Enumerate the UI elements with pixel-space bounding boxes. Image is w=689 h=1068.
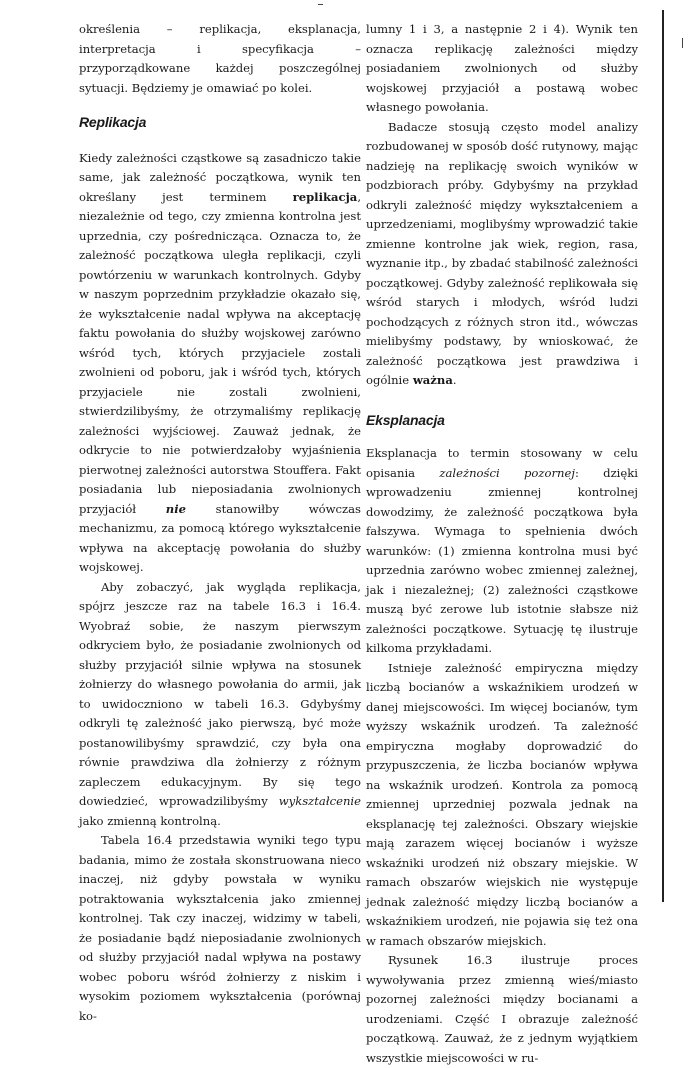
term-replication: replikacja (292, 189, 358, 204)
explanation-paragraph-1: Eksplanacja to termin stosowany w celu opisania zależności pozornej: dzięki wprowadzeniu zmiennej kontrolnej dowodzimy, że zależność początkowa była fałszywa. Wymaga to spełnienia dwóch warunków: (1) zmienna kontrolna musi być uprzednia zarówno wobec zmiennej zależnej, jak i niezależnej; (2) zależności cząstkowe muszą być zerowe lub istotnie słabsze niż zależności początkowe. Sytuację tę ilustruje kilkoma przykładami. (366, 446, 638, 655)
emphasis-nie: nie (165, 501, 186, 516)
top-mark (318, 4, 323, 5)
intro-paragraph: określenia – replikacja, eksplanacja, interpretacja i specyfikacja – przyporządkowane każdej poszczególnej sytuacji. Będziemy je omawiać po kolei. (79, 22, 361, 95)
replication-paragraph-4: lumny 1 i 3, a następnie 2 i 4). Wynik ten oznacza replikację zależności między posiadaniem zwolnionych od służby wojskowej przyjaciół a postawą wobec własnego powołania. (366, 22, 638, 114)
left-column (79, 20, 361, 1026)
replication-paragraph-5: Badacze stosują często model analizy rozbudowanej w sposób dość rutynowy, mając nadzieję na replikację swoich wyników w podzbiorach próby. Gdybyśmy na przykład odkryli zależność między wykształceniem a uprzedzeniami, moglibyśmy wprowadzić takie zmienne kontrolne jak wiek, region, rasa, wyznanie itp., by zbadać stabilność zależności początkowej. Gdyby zależność replikowała się wśród starych i młodych, wśród ludzi pochodzących z różnych stron itd., wówczas mielibyśmy podstawy, by wnioskować, że zależność początkowa jest prawdziwa i ogólnie ważna. (366, 119, 638, 387)
explanation-paragraph-3: Rysunek 16.3 ilustruje proces wywoływania przez zmienną wieś/miasto pozornej zależności między bocianami a urodzeniami. Część I obrazuje zależność początkową. Zauważ, że z jednym wyjątkiem wszystkie miejscowości w ru- (366, 953, 638, 1065)
right-column (366, 20, 638, 1068)
section-heading-explanation: Eksplanacja (366, 411, 445, 428)
term-spurious: zależności pozornej (439, 465, 575, 480)
explanation-paragraph-2: Istnieje zależność empiryczna między liczbą bocianów a wskaźnikiem urodzeń w danej miejscowości. Im więcej bocianów, tym wyższy wskaźnik urodzeń. Ta zależność empiryczna mogłaby doprowadzić do przypuszczenia, że liczba bocianów wpływa na wskaźnik urodzeń. Kontrola za pomocą zmiennej uprzedniej pozwala jednak na eksplanację tej zależności. Obszary wiejskie mają zarazem więcej bocianów i wyższe wskaźniki urodzeń niż obszary miejskie. W ramach obszarów wiejskich nie występuje jednak zależność między liczbą bocianów a wskaźnikiem urodzeń, nie pojawia się też ona w ramach obszarów miejskich. (366, 660, 638, 948)
replication-paragraph-1: Kiedy zależności cząstkowe są zasadniczo takie same, jak zależność początkowa, wynik ten określany jest terminem replikacja, niezależnie od tego, czy zmienna kontrolna jest uprzednia, czy pośrednicząca. Oznacza to, że zależność początkowa uległa replikacji, czyli powtórzeniu w warunkach kontrolnych. Gdyby w naszym poprzednim przykładzie okazało się, że wykształcenie nadal wpływa na akceptację faktu powołania do służby wojskowej zarówno wśród tych, których przyjaciele zostali zwolnieni od poboru, jak i wśród tych, których przyjaciele nie zostali zwolnieni, stwierdzilibyśmy, że otrzymaliśmy replikację zależności wyjściowej. Zauważ jednak, że odkrycie to nie potwierdzałoby wyjaśnienia pierwotnej zależności autorstwa Stouffera. Fakt posiadania lub nieposiadania zwolnionych przyjaciół nie stanowiłby wówczas mechanizmu, za pomocą którego wykształcenie wpływa na akceptację powołania do służby wojskowej. (79, 150, 361, 574)
replication-paragraph-3: Tabela 16.4 przedstawia wyniki tego typu badania, mimo że została skonstruowana nieco inaczej, niż gdyby powstała w wyniku potraktowania wykształcenia jako zmiennej kontrolnej. Tak czy inaczej, widzimy w tabeli, że posiadanie bądź nieposiadanie zwolnionych od służby przyjaciół nadal wpływa na postawy wobec poboru wśród żołnierzy z niskim i wysokim poziomem wykształcenia (porównaj ko- (79, 833, 361, 1023)
margin-tick (682, 38, 683, 48)
term-education: wykształcenie (278, 794, 361, 808)
replication-paragraph-2: Aby zobaczyć, jak wygląda replikacja, spójrz jeszcze raz na tabele 16.3 i 16.4. Wyobraź sobie, że naszym pierwszym odkryciem było, że posiadanie zwolnionych od służby przyjaciół silnie wpływa na stosunek żołnierzy do własnego powołania do armii, jak to uwidoczniono w tabeli 16.3. Gdybyśmy odkryli tę zależność jako pierwszą, być może postanowilibyśmy sprawdzić, czy była ona równie prawdziwa dla żołnierzy z różnym zapleczem edukacyjnym. By się tego dowiedzieć, wprowadzilibyśmy wykształcenie jako zmienną kontrolną. (79, 579, 361, 828)
page-edge-rule (662, 10, 664, 902)
term-valid: ważna (412, 373, 453, 387)
section-heading-replication: Replikacja (79, 114, 147, 130)
